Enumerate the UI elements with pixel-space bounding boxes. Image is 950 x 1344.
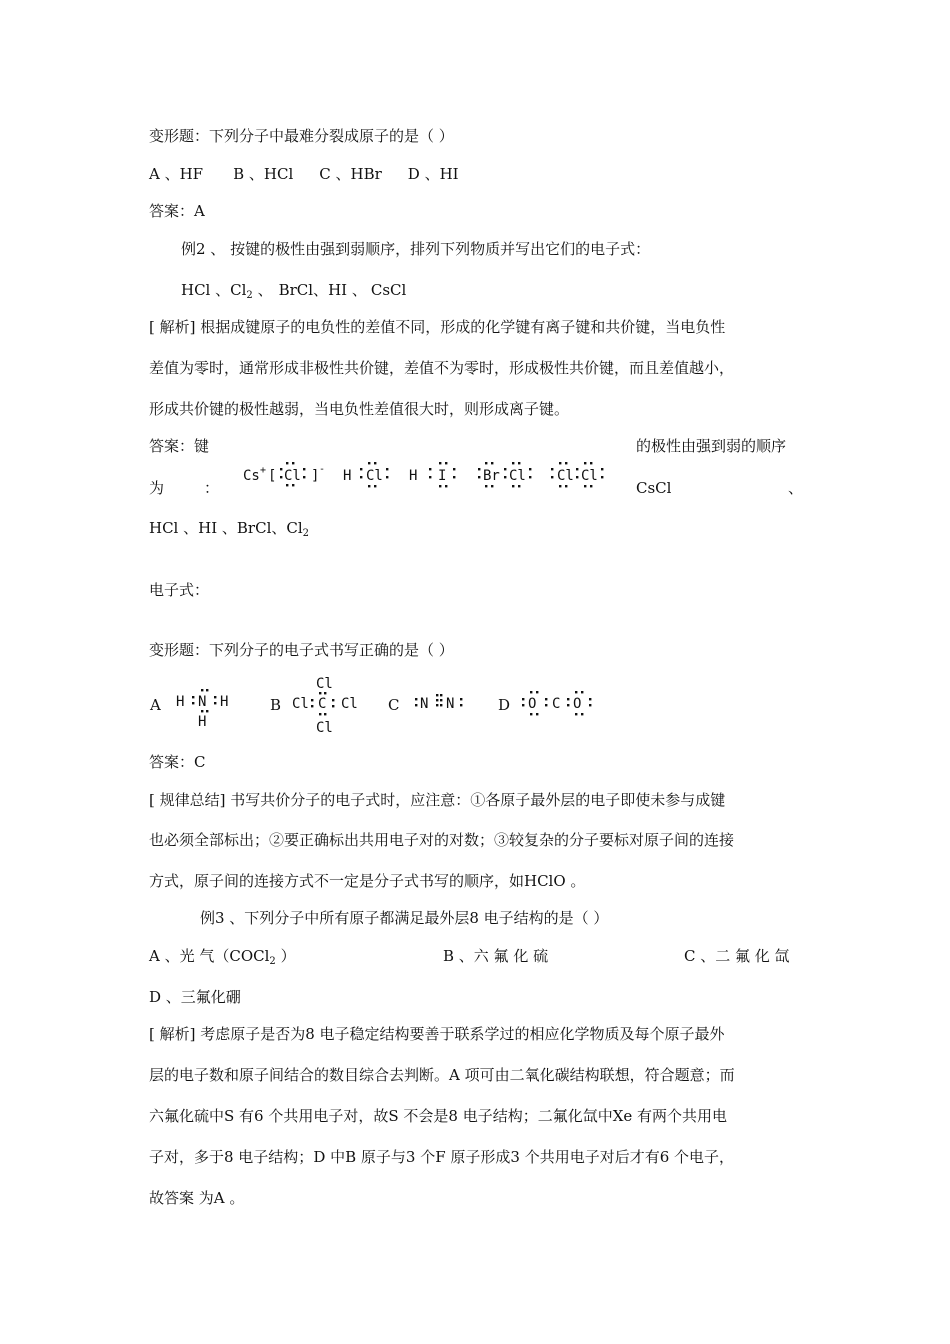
b-cl-top: Cl bbox=[316, 676, 333, 692]
b-cl-left: Cl bbox=[292, 696, 309, 712]
variant2-question: 变形题：下列分子的电子式书写正确的是（ ） bbox=[149, 641, 454, 659]
cl-atom-3: Cl bbox=[509, 468, 526, 484]
c-n-left: N bbox=[420, 696, 429, 712]
a-h-left: H bbox=[176, 694, 185, 710]
plus-sign: + bbox=[260, 465, 267, 476]
variant1-options bbox=[149, 164, 459, 184]
cs-symbol: Cs bbox=[243, 468, 260, 484]
option-b: B 、HCl bbox=[233, 165, 294, 183]
summary-line-3: 方式，原子间的连接方式不一定是分子式书写的顺序，如HClO 。 bbox=[149, 872, 586, 890]
example3-analysis-5: 故答案 为A 。 bbox=[149, 1189, 245, 1207]
variant1-answer: 答案：A bbox=[149, 202, 205, 220]
a-n: N bbox=[198, 694, 207, 710]
b-cl-bottom: Cl bbox=[316, 720, 333, 736]
cl-atom-2: Cl bbox=[366, 468, 383, 484]
example3-analysis-1: [ 解析] 考虑原子是否为8 电子稳定结构要善于联系学过的相应化学物质及每个原子最外 bbox=[149, 1025, 725, 1043]
h-atom-2: H bbox=[409, 468, 418, 484]
example2-answer-left: 答案：键 bbox=[149, 437, 210, 455]
variant2-answer: 答案：C bbox=[149, 753, 206, 771]
option-a-label: A bbox=[150, 696, 161, 714]
example3-analysis-4: 子对，多于8 电子结构；D 中B 原子与3 个F 原子形成3 个共用电子对后才有6 个电子， bbox=[149, 1148, 735, 1166]
example2-analysis-3: 形成共价键的极性越弱，当电负性差值很大时，则形成离子键。 bbox=[149, 400, 570, 418]
a-h-bottom: H bbox=[198, 714, 207, 730]
example3-analysis-2: 层的电子数和原子间结合的数目综合去判断。A 项可由二氧化碳结构联想，符合题意；而 bbox=[149, 1066, 735, 1084]
d-c: C bbox=[552, 696, 561, 712]
example3-option-c: C 、二 氟 化 氙 bbox=[684, 947, 790, 965]
example2-substances: HCl 、$Cl_2$ 、 BrCl、HI 、 CsCl bbox=[181, 281, 407, 301]
example2-answer-dun: 、 bbox=[788, 479, 804, 497]
example3-option-d: D 、三氟化硼 bbox=[149, 988, 241, 1006]
d-o-right: O bbox=[573, 696, 582, 712]
left-bracket: [ bbox=[268, 468, 277, 484]
option-b-label: B bbox=[270, 696, 282, 714]
a-h-right: H bbox=[220, 694, 229, 710]
option-d-label: D bbox=[498, 696, 511, 714]
option-d: D 、HI bbox=[407, 165, 459, 183]
cl-atom-4: Cl bbox=[557, 468, 574, 484]
b-cl-right: Cl bbox=[341, 696, 358, 712]
b-c: C bbox=[318, 696, 327, 712]
example2-answer-colon: ： bbox=[204, 479, 220, 497]
example2-order-line: HCl 、HI 、BrCl、$Cl_2$ bbox=[149, 519, 310, 539]
example3-option-b: B 、六 氟 化 硫 bbox=[443, 947, 549, 965]
i-atom: I bbox=[438, 468, 447, 484]
example3-analysis-3: 六氟化硫中S 有6 个共用电子对，故S 不会是8 电子结构；二氟化氙中Xe 有两个共用电 bbox=[149, 1107, 728, 1125]
example2-title: 例2 、 按键的极性由强到弱顺序，排列下列物质并写出它们的电子式： bbox=[181, 240, 651, 258]
d-o-left: O bbox=[528, 696, 537, 712]
right-bracket: ] bbox=[311, 468, 320, 484]
br-atom: Br bbox=[483, 468, 500, 484]
example2-answer-right: 的极性由强到弱的顺序 bbox=[636, 437, 787, 455]
example2-analysis-2: 差值为零时，通常形成非极性共价键，差值不为零时，形成极性共价键，而且差值越小， bbox=[149, 359, 735, 377]
option-c: C 、HBr bbox=[319, 165, 382, 183]
variant1-question: 变形题：下列分子中最难分裂成原子的是（ ） bbox=[149, 127, 454, 145]
example3-option-a: A 、光 气（COCl$_2$ ） bbox=[149, 947, 296, 967]
example2-analysis-1: [ 解析] 根据成键原子的电负性的差值不同，形成的化学键有离子键和共价键，当电负性 bbox=[149, 318, 726, 336]
summary-line-1: [ 规律总结] 书写共价分子的电子式时，应注意：①各原子最外层的电子即使未参与成键 bbox=[149, 791, 726, 809]
cl-atom-5: Cl bbox=[581, 468, 598, 484]
option-c-label: C bbox=[388, 696, 400, 714]
electron-formula-label: 电子式： bbox=[149, 581, 210, 599]
h-atom-1: H bbox=[343, 468, 352, 484]
cl-atom-1: Cl bbox=[284, 468, 301, 484]
minus-sign: - bbox=[319, 464, 326, 475]
c-n-right: N bbox=[446, 696, 455, 712]
summary-line-2: 也必须全部标出；②要正确标出共用电子对的对数；③较复杂的分子要标对原子间的连接 bbox=[149, 831, 735, 849]
example3-title: 例3 、下列分子中所有原子都满足最外层8 电子结构的是（ ） bbox=[200, 909, 609, 927]
example2-answer-wei: 为 bbox=[149, 479, 165, 497]
variant2-options-figure bbox=[148, 672, 608, 742]
example2-answer-cscl: CsCl bbox=[636, 479, 672, 497]
option-a: A 、HF bbox=[149, 165, 204, 183]
electron-formula-row bbox=[240, 458, 610, 494]
